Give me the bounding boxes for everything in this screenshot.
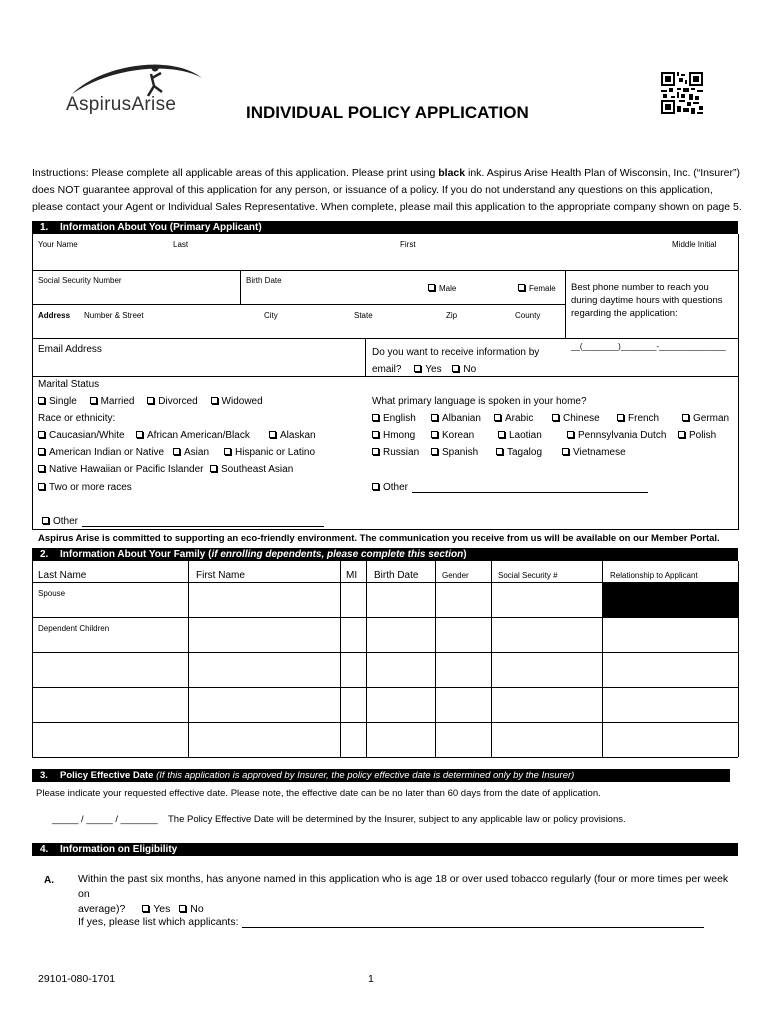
checkbox-icon <box>38 397 45 404</box>
checkbox-icon <box>617 414 624 421</box>
marital-status-options <box>38 396 263 407</box>
effective-date-note: The Policy Effective Date will be determined by the Insurer, subject to any applicable law or policy provisions. <box>168 814 626 825</box>
marital-single-checkbox[interactable]: Single <box>38 396 77 407</box>
marital-widowed-checkbox[interactable]: Widowed <box>211 396 263 407</box>
checkbox-icon <box>210 465 217 472</box>
lang-hmong[interactable]: Hmong <box>372 430 415 441</box>
dependents-label: Dependent Children <box>38 624 110 633</box>
checkbox-icon <box>38 431 45 438</box>
question-a-line-2: average)? Yes No <box>78 903 204 915</box>
col-birth-date: Birth Date <box>374 570 419 581</box>
race-option-alaskan[interactable]: Alaskan <box>269 430 316 441</box>
checkbox-icon <box>372 414 379 421</box>
lang-albanian[interactable]: Albanian <box>431 413 481 424</box>
checkbox-icon <box>90 397 97 404</box>
checkbox-icon <box>42 517 49 524</box>
checkbox-icon <box>179 905 186 912</box>
marital-status-label: Marital Status <box>38 379 100 390</box>
section-2-header: 2. Information About Your Family (if enrolling dependents, please complete this section) <box>32 548 738 561</box>
checkbox-icon <box>136 431 143 438</box>
checkbox-icon <box>38 465 45 472</box>
name-input[interactable] <box>36 250 734 268</box>
lang-tagalog[interactable]: Tagalog <box>496 447 542 458</box>
checkbox-icon <box>173 448 180 455</box>
col-mi: MI <box>346 570 358 581</box>
logo-text: AspirusArise <box>66 94 177 115</box>
birth-date-input[interactable] <box>244 286 414 302</box>
checkbox-icon <box>496 448 503 455</box>
qr-code <box>661 72 703 114</box>
phone-prompt-line-2: during daytime hours with questions <box>571 295 723 306</box>
checkbox-icon <box>498 431 505 438</box>
email-no-checkbox[interactable]: No <box>452 364 476 375</box>
email-input[interactable] <box>36 356 361 374</box>
col-last-name: Last Name <box>38 570 87 581</box>
effective-date-input[interactable]: _____ / _____ / _______ <box>52 814 158 825</box>
section-3-header: 3. Policy Effective Date (If this application is approved by Insurer, the policy effective date is determined only by the Insurer) <box>32 769 730 782</box>
phone-prompt-line-3: regarding the application: <box>571 308 678 319</box>
tobacco-no-checkbox[interactable]: No <box>179 903 203 915</box>
if-yes-applicants: If yes, please list which applicants: <box>78 916 704 928</box>
checkbox-icon <box>211 397 218 404</box>
race-label: Race or ethnicity: <box>38 413 116 424</box>
phone-prompt-line-1: Best phone number to reach you <box>571 282 709 293</box>
language-question: What primary language is spoken in your home? <box>372 396 587 407</box>
logo <box>62 56 212 120</box>
checkbox-icon <box>431 431 438 438</box>
email-label: Email Address <box>38 344 102 355</box>
female-checkbox[interactable]: Female <box>518 284 556 293</box>
tobacco-yes-checkbox[interactable]: Yes <box>142 903 170 915</box>
lang-other[interactable]: Other <box>372 482 648 493</box>
address-input[interactable] <box>36 320 561 336</box>
instructions-line-2: does NOT guarantee approval of this application for any person, or issuance of a policy. If you do not understand any questions on this application, <box>32 184 713 196</box>
lang-russian[interactable]: Russian <box>372 447 419 458</box>
lang-polish[interactable]: Polish <box>678 430 716 441</box>
section-4-header: 4. Information on Eligibility <box>32 843 738 856</box>
lang-pennsylvania-dutch[interactable]: Pennsylvania Dutch <box>567 430 666 441</box>
first-name-label: First <box>400 240 416 249</box>
instructions <box>32 165 742 216</box>
lang-laotian[interactable]: Laotian <box>498 430 542 441</box>
marital-divorced-checkbox[interactable]: Divorced <box>147 396 197 407</box>
email-question-line-2: email? Yes No <box>372 364 477 375</box>
male-checkbox[interactable]: Male <box>428 284 456 293</box>
checkbox-icon <box>567 431 574 438</box>
county-label: County <box>515 311 541 320</box>
race-option-other[interactable]: Other <box>42 516 324 527</box>
checkbox-icon <box>552 414 559 421</box>
form-number: 29101-080-1701 <box>38 973 116 985</box>
checkbox-icon <box>414 365 421 372</box>
lang-german[interactable]: German <box>682 413 729 424</box>
page-title: INDIVIDUAL POLICY APPLICATION <box>246 103 529 122</box>
email-question <box>372 344 539 378</box>
qr-code-icon <box>661 72 703 114</box>
race-option-american-indian[interactable]: American Indian or Native <box>38 447 164 458</box>
race-option-southeast-asian[interactable]: Southeast Asian <box>210 464 293 475</box>
zip-label: Zip <box>446 311 458 320</box>
lang-spanish[interactable]: Spanish <box>431 447 478 458</box>
lang-chinese[interactable]: Chinese <box>552 413 600 424</box>
ssn-label: Social Security Number <box>38 276 122 285</box>
instructions-line-3: please contact your Agent or Individual Sales Representative. When complete, please mail this application to the appropriate company shown on page 5. <box>32 201 742 213</box>
address-label: Address <box>38 311 71 320</box>
race-option-african-american[interactable]: African American/Black <box>136 430 250 441</box>
lang-english[interactable]: English <box>372 413 416 424</box>
state-label: State <box>354 311 373 320</box>
col-gender: Gender <box>442 571 469 580</box>
lang-french[interactable]: French <box>617 413 659 424</box>
checkbox-icon <box>224 448 231 455</box>
checkbox-icon <box>494 414 501 421</box>
spouse-relationship-shaded <box>602 582 738 617</box>
checkbox-icon <box>147 397 154 404</box>
ssn-input[interactable] <box>36 286 236 302</box>
phone-prompt <box>571 281 723 320</box>
spouse-label: Spouse <box>38 589 66 598</box>
section-1-header: 1. Information About You (Primary Applicant) <box>32 221 738 234</box>
race-option-two-or-more[interactable]: Two or more races <box>38 482 132 493</box>
race-option-asian[interactable]: Asian <box>173 447 209 458</box>
question-a <box>78 872 738 917</box>
checkbox-icon <box>372 448 379 455</box>
checkbox-icon <box>428 284 435 291</box>
checkbox-icon <box>518 284 525 291</box>
question-a-letter: A. <box>44 875 54 886</box>
checkbox-icon <box>431 448 438 455</box>
lang-vietnamese[interactable]: Vietnamese <box>562 447 626 458</box>
checkbox-icon <box>372 483 379 490</box>
city-label: City <box>264 311 278 320</box>
effective-date-instructions: Please indicate your requested effective date. Please note, the effective date can be no later than 60 days from the date of application. <box>36 788 601 799</box>
last-name-label: Last <box>173 240 189 249</box>
eco-note: Aspirus Arise is committed to supporting an eco-friendly environment. The communication you receive from us will be available on our Member Portal. <box>38 533 720 544</box>
page-number: 1 <box>368 973 374 985</box>
checkbox-icon <box>452 365 459 372</box>
race-option-native-hawaiian[interactable]: Native Hawaiian or Pacific Islander <box>38 464 204 475</box>
checkbox-icon <box>562 448 569 455</box>
col-relationship: Relationship to Applicant <box>610 571 698 580</box>
email-yes-checkbox[interactable]: Yes <box>414 364 441 375</box>
question-a-line-1: Within the past six months, has anyone named in this application who is age 18 or over used tobacco regularly (four or more times per week on <box>78 873 729 900</box>
checkbox-icon <box>142 905 149 912</box>
email-question-line-1: Do you want to receive information by <box>372 347 540 358</box>
race-option-hispanic[interactable]: Hispanic or Latino <box>224 447 315 458</box>
checkbox-icon <box>269 431 276 438</box>
applicants-input[interactable] <box>242 916 704 928</box>
birth-date-label: Birth Date <box>246 276 282 285</box>
lang-korean[interactable]: Korean <box>431 430 474 441</box>
checkbox-icon <box>431 414 438 421</box>
middle-initial-label: Middle Initial <box>672 240 717 249</box>
number-street-label: Number & Street <box>84 311 144 320</box>
col-first-name: First Name <box>196 570 245 581</box>
instructions-line-1: Instructions: Please complete all applicable areas of this application. Please print using black ink. Aspirus Arise Health Plan of Wisconsin, Inc. (“Insurer”) <box>32 167 740 179</box>
checkbox-icon <box>38 483 45 490</box>
checkbox-icon <box>372 431 379 438</box>
marital-married-checkbox[interactable]: Married <box>90 396 135 407</box>
checkbox-icon <box>678 431 685 438</box>
your-name-label: Your Name <box>38 240 78 249</box>
col-ssn: Social Security # <box>498 571 558 580</box>
checkbox-icon <box>682 414 689 421</box>
phone-input[interactable]: __(________)________-_______________ <box>571 342 726 351</box>
lang-arabic[interactable]: Arabic <box>494 413 533 424</box>
checkbox-icon <box>38 448 45 455</box>
race-option-caucasian[interactable]: Caucasian/White <box>38 430 125 441</box>
